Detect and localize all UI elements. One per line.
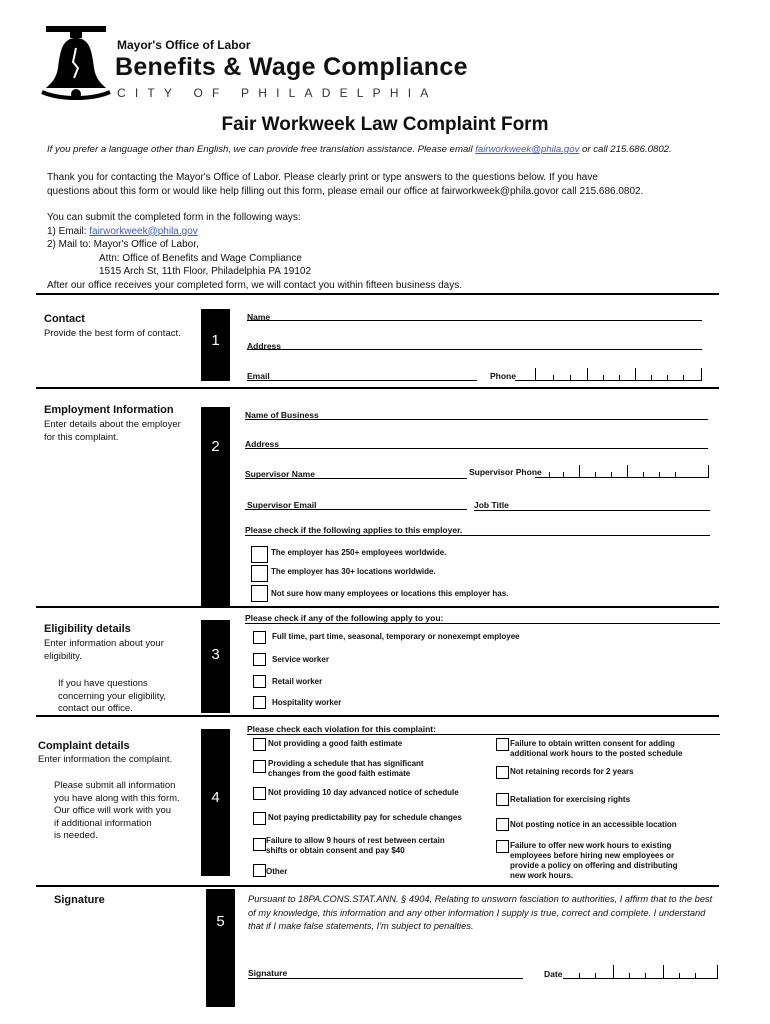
hospitality-worker-checkbox[interactable]: [253, 696, 266, 709]
retail-worker-label: Retail worker: [272, 677, 323, 686]
section-divider: [36, 293, 719, 295]
department-name: Benefits & Wage Compliance: [115, 53, 468, 81]
business-name-field[interactable]: Name of Business: [245, 410, 708, 419]
liberty-bell-icon: [40, 22, 112, 104]
violation-advance-notice-label: Not providing 10 day advanced notice of schedule: [268, 788, 459, 797]
eligibility-section-desc: Enter information about your eligibility.: [44, 638, 164, 662]
phone-label: Phone: [490, 371, 516, 381]
violation-written-consent-checkbox[interactable]: [496, 738, 509, 751]
violation-check-prompt: Please check each violation for this complaint:: [247, 724, 436, 734]
employer-not-sure-label: Not sure how many employees or locations this employer has.: [271, 589, 509, 598]
violation-other-label: Other: [266, 867, 288, 876]
divider-line: [247, 734, 720, 735]
violation-records-label: Not retaining records for 2 years: [510, 767, 634, 776]
violation-written-consent-label: Failure to obtain written consent for adding additional work hours to the posted schedule: [510, 739, 683, 758]
violation-retaliation-label: Retaliation for exercising rights: [510, 795, 631, 804]
phone-field[interactable]: [515, 368, 702, 381]
business-address-field[interactable]: Address: [245, 439, 708, 448]
violation-schedule-changes-checkbox[interactable]: [253, 760, 266, 773]
service-worker-checkbox[interactable]: [253, 653, 266, 666]
worker-type-label: Full time, part time, seasonal, temporary or nonexempt employee: [272, 632, 520, 641]
eligibility-section-title: Eligibility details: [44, 623, 131, 635]
section-divider: [36, 606, 719, 608]
submit-email-link[interactable]: fairworkweek@phila.gov: [89, 225, 198, 237]
translation-notice: If you prefer a language other than English, we can provide free translation assistance. Please email fairworkweek@phila.gov or call 215.686.0802.: [47, 144, 672, 155]
city-name: CITY OF PHILADELPHIA: [117, 86, 438, 100]
section-divider: [36, 387, 719, 389]
page-title: Fair Workweek Law Complaint Form: [221, 114, 549, 135]
date-field[interactable]: [563, 965, 718, 979]
contact-section-desc: Provide the best form of contact.: [44, 328, 181, 339]
supervisor-name-field[interactable]: Supervisor Name: [245, 469, 467, 478]
section-number-3: 3: [201, 620, 230, 713]
violation-records-checkbox[interactable]: [496, 766, 509, 779]
employer-30-locations-checkbox[interactable]: [251, 565, 268, 582]
section-number-4: 4: [201, 729, 230, 876]
complaint-help-note: Please submit all information you have along with this form. Our office will work with you if additional information is needed.: [54, 780, 180, 841]
service-worker-label: Service worker: [272, 655, 329, 664]
employment-section-desc: Enter details about the employer for this complaint.: [44, 419, 181, 443]
date-label: Date: [544, 969, 563, 979]
divider-line: [245, 535, 710, 536]
office-name: Mayor's Office of Labor: [117, 38, 251, 52]
legal-attestation: Pursuant to 18PA.CONS.STAT.ANN. § 4904, Relating to unsworn fasciation to authorities, I affirm that to the best of my knowledge, this information and any other information I supply is true, correct and complete. I understand that if I make false statements, I'm subject to penalties.: [248, 894, 713, 931]
divider-line: [245, 623, 720, 624]
supervisor-phone-label: Supervisor Phone: [469, 467, 542, 477]
violation-other-checkbox[interactable]: [253, 864, 266, 877]
supervisor-email-field[interactable]: Supervisor Email: [245, 500, 467, 509]
hospitality-worker-label: Hospitality worker: [272, 698, 342, 707]
thanks-paragraph: Thank you for contacting the Mayor's Office of Labor. Please clearly print or type answers to the questions below. If you have questions about this form or would like help filling out this form, please email our office at fairworkweek@phila.govor call 215.686.0802.: [47, 172, 644, 197]
section-divider: [36, 885, 719, 887]
employer-30-locations-label: The employer has 30+ locations worldwide.: [271, 567, 436, 576]
employer-not-sure-checkbox[interactable]: [251, 585, 268, 602]
translation-email-link[interactable]: fairworkweek@phila.gov: [475, 144, 580, 155]
violation-notice-posting-label: Not posting notice in an accessible location: [510, 820, 677, 829]
violation-rest-hours-checkbox[interactable]: [253, 838, 266, 851]
violation-new-hours-label: Failure to offer new work hours to existing employees before hiring new employees or provide a policy on offering and distributing new work hours.: [510, 841, 678, 880]
section-number-1: 1: [201, 309, 230, 381]
violation-notice-posting-checkbox[interactable]: [496, 818, 509, 831]
signature-section-title: Signature: [54, 894, 105, 906]
violation-predictability-pay-checkbox[interactable]: [253, 812, 266, 825]
submission-instructions: You can submit the completed form in the following ways: 1) Email: fairworkweek@phila.gov 2) Mail to: Mayor's Office of Labor, Attn: Office of Benefits and Wage Compliance 1515 Arch St, 11th Floor, Philadelphia PA 19102 After our office receives your completed form, we will contact you within fifteen business days.: [47, 212, 463, 291]
violation-advance-notice-checkbox[interactable]: [253, 787, 266, 800]
signature-field[interactable]: Signature: [248, 968, 523, 978]
employer-check-prompt: Please check if the following applies to this employer.: [245, 525, 463, 535]
section-divider: [36, 715, 719, 717]
violation-retaliation-checkbox[interactable]: [496, 793, 509, 806]
violation-schedule-changes-label: Providing a schedule that has significant changes from the good faith estimate: [268, 759, 424, 778]
complaint-section-desc: Enter information the complaint.: [38, 754, 173, 765]
employer-250-checkbox[interactable]: [251, 546, 268, 563]
supervisor-phone-field[interactable]: [535, 465, 709, 478]
violation-good-faith-checkbox[interactable]: [253, 738, 266, 751]
worker-type-checkbox[interactable]: [253, 631, 266, 644]
employment-section-title: Employment Information: [44, 404, 174, 416]
violation-good-faith-label: Not providing a good faith estimate: [268, 739, 403, 748]
violation-rest-hours-label: Failure to allow 9 hours of rest between certain shifts or obtain consent and pay $40: [266, 836, 445, 855]
email-field[interactable]: Email: [247, 371, 477, 380]
name-field[interactable]: Name: [247, 312, 702, 320]
address-field[interactable]: Address: [247, 341, 702, 349]
eligibility-help-note: If you have questions concerning your eligibility, contact our office.: [58, 678, 167, 714]
response-time-note: After our office receives your completed form, we will contact you within fifteen business days.: [47, 279, 463, 291]
retail-worker-checkbox[interactable]: [253, 675, 266, 688]
contact-section-title: Contact: [44, 313, 85, 325]
violation-new-hours-checkbox[interactable]: [496, 840, 509, 853]
section-number-5: 5: [206, 889, 235, 1007]
eligibility-check-prompt: Please check if any of the following apply to you:: [245, 613, 444, 623]
employer-250-label: The employer has 250+ employees worldwide.: [271, 548, 447, 557]
complaint-section-title: Complaint details: [38, 740, 130, 752]
violation-predictability-pay-label: Not paying predictability pay for schedule changes: [268, 813, 462, 822]
section-number-2: 2: [201, 407, 230, 608]
job-title-field[interactable]: Job Title: [474, 500, 710, 510]
